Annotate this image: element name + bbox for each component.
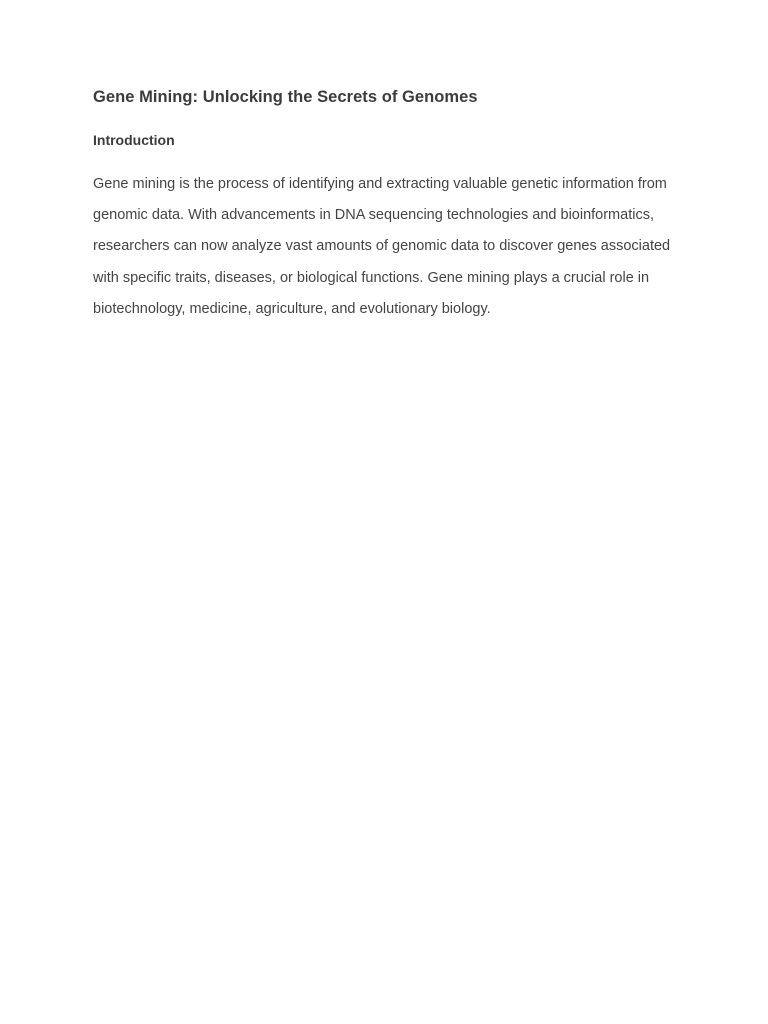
document-title: Gene Mining: Unlocking the Secrets of Genomes — [93, 88, 478, 106]
section-heading-introduction: Introduction — [93, 132, 175, 148]
introduction-paragraph: Gene mining is the process of identifying and extracting valuable genetic information from genomic data. With advancements in DNA sequencing technologies and bioinformatics, researchers can now analyze vast amounts of genomic data to discover genes associated with specific traits, diseases, or biological functions. Gene mining plays a crucial role in biotechnology, medicine, agriculture, and evolutionary biology. — [93, 176, 671, 317]
document-page — [93, 86, 683, 325]
introduction-section — [93, 130, 683, 325]
